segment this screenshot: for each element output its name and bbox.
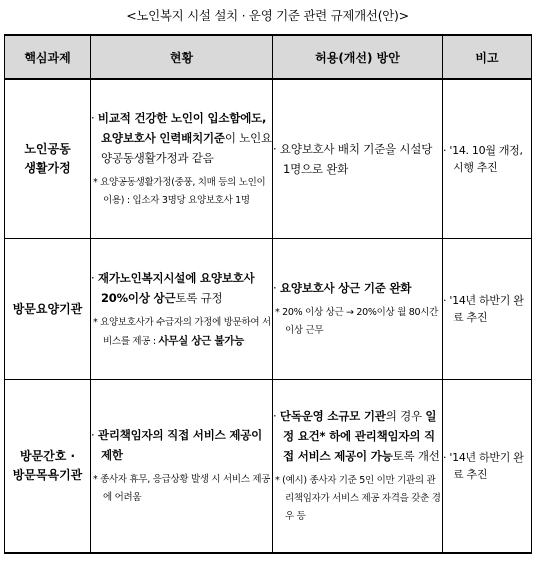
improvement-cell	[273, 380, 443, 554]
sub-note: * 요양공동생활가정(중풍, 치매 등의 노인이 이용) : 입소자 3명당 요양보호사 1명	[93, 177, 266, 206]
sub-note: * (예시) 종사자 기준 5인 이만 기관의 관리책임자가 서비스 제공 자격을 갖춘 경우 등	[275, 475, 441, 522]
bullet-item: · 요양보호사 배치 기준을 시설당 1명으로 완화	[273, 142, 433, 176]
header-current: 현황	[91, 35, 273, 79]
sub-note: * 20% 이상 상근 → 20%이상 월 80시간이상 근무	[275, 307, 438, 336]
table-header-row	[5, 35, 532, 79]
task-cell: 방문간호 · 방문목욕기관	[5, 380, 91, 554]
document-title: <노인복지 시설 설치 · 운영 기준 관련 규제개선(안)>	[126, 8, 409, 23]
sub-note: * 종사자 휴무, 응급상황 발생 시 서비스 제공에 어려움	[93, 474, 271, 503]
table-row	[5, 380, 532, 554]
table-row	[5, 239, 532, 380]
note-cell: · '14년 하반기 완료 추진	[443, 380, 532, 554]
bullet-item: · 요양보호사 상근 기준 완화	[273, 281, 412, 295]
improvement-cell	[273, 239, 443, 380]
bullet-item: · 비교적 건강한 노인이 입소함에도, 요양보호사 인력배치기준이 노인요양공동생활가정과 같음	[91, 111, 272, 165]
table-row	[5, 79, 532, 239]
current-cell	[91, 79, 273, 239]
bullet-item: · 단독운영 소규모 기관의 경우 일정 요건* 하에 관리책임자의 직접 서비스 제공이 가능토록 개선	[273, 409, 440, 463]
task-cell: 노인공동 생활가정	[5, 79, 91, 239]
current-cell	[91, 239, 273, 380]
bullet-item: · 재가노인복지시설에 요양보호사 20%이상 상근토록 규정	[91, 270, 255, 305]
current-cell	[91, 380, 273, 554]
note-cell: · '14. 10월 개정, 시행 추진	[443, 79, 532, 239]
bullet-item: · 관리책임자의 직접 서비스 제공이 제한	[91, 428, 263, 462]
task-cell: 방문요양기관	[5, 239, 91, 380]
improvement-cell	[273, 79, 443, 239]
header-task: 핵심과제	[5, 35, 91, 79]
sub-note: * 요양보호사가 수급자의 가정에 방문하여 서비스를 제공 : 사무실 상근 불가능	[93, 316, 271, 347]
note-cell: · '14년 하반기 완료 추진	[443, 239, 532, 380]
header-note: 비고	[443, 35, 532, 79]
regulation-table	[4, 34, 532, 554]
header-improvement: 허용(개선) 방안	[273, 35, 443, 79]
